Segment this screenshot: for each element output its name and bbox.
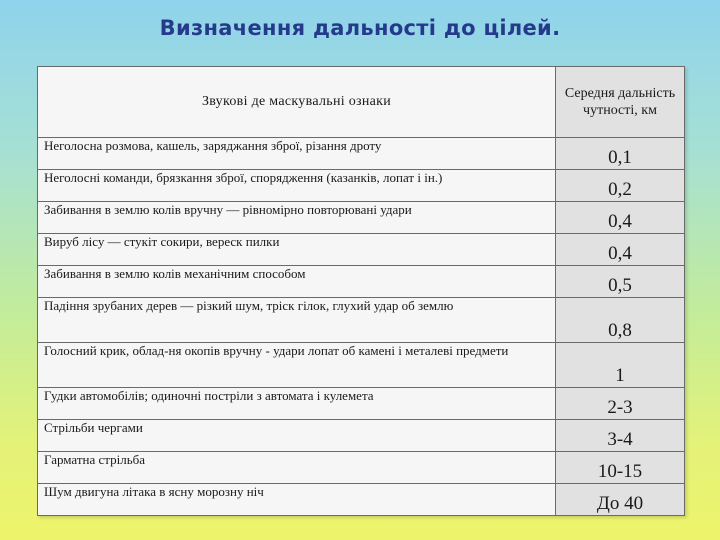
table-row [38, 452, 685, 484]
row-sign: Вируб лісу — стукіт сокири, вереск пилки [38, 234, 556, 266]
row-distance: 2-3 [556, 388, 685, 420]
row-sign: Забивання в землю колів вручну — рівномірно повторювані удари [38, 202, 556, 234]
table-row [38, 234, 685, 266]
table-row [38, 298, 685, 343]
table-row [38, 266, 685, 298]
row-distance: 10-15 [556, 452, 685, 484]
row-distance: 0,2 [556, 170, 685, 202]
row-sign: Шум двигуна літака в ясну морозну ніч [38, 484, 556, 516]
column-header-distance: Середня дальність чутності, км [556, 67, 685, 138]
row-sign: Гудки автомобілів; одиночні постріли з автомата і кулемета [38, 388, 556, 420]
row-distance: 0,5 [556, 266, 685, 298]
column-header-signs: Звукові де маскувальні ознаки [38, 67, 556, 138]
table-row [38, 343, 685, 388]
row-distance: 0,4 [556, 202, 685, 234]
row-distance: 0,8 [556, 298, 685, 343]
row-distance: До 40 [556, 484, 685, 516]
row-sign: Неголосні команди, брязкання зброї, спорядження (казанків, лопат і ін.) [38, 170, 556, 202]
table-header-row [38, 67, 685, 138]
row-sign: Гарматна стрільба [38, 452, 556, 484]
row-distance: 3-4 [556, 420, 685, 452]
table-row [38, 202, 685, 234]
table-row [38, 388, 685, 420]
table-row [38, 484, 685, 516]
row-distance: 0,1 [556, 138, 685, 170]
table-row [38, 420, 685, 452]
row-sign: Неголосна розмова, кашель, заряджання зброї, різання дроту [38, 138, 556, 170]
sound-range-table [37, 66, 685, 516]
table-row [38, 138, 685, 170]
row-distance: 1 [556, 343, 685, 388]
page-title: Визначення дальності до цілей. [159, 16, 561, 40]
table-row [38, 170, 685, 202]
row-sign: Стрільби чергами [38, 420, 556, 452]
row-sign: Забивання в землю колів механічним способом [38, 266, 556, 298]
row-sign: Падіння зрубаних дерев — різкий шум, тріск гілок, глухий удар об землю [38, 298, 556, 343]
row-distance: 0,4 [556, 234, 685, 266]
row-sign: Голосний крик, облад-ня окопів вручну - удари лопат об камені і металеві предмети [38, 343, 556, 388]
